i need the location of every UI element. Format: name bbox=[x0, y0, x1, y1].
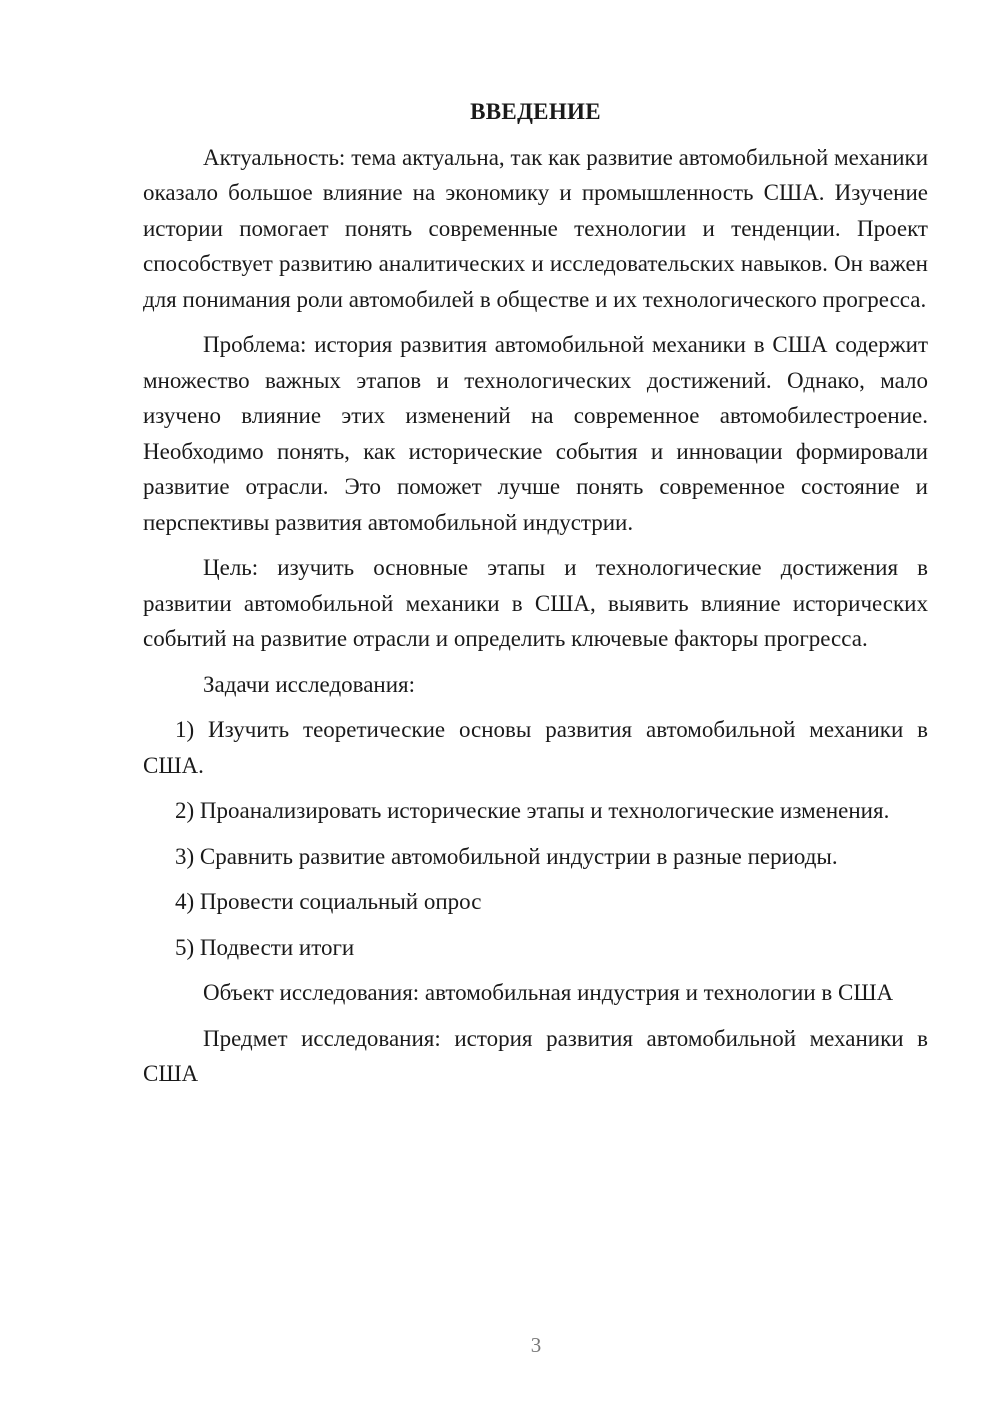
subject-paragraph: Предмет исследования: история развития автомобильной механики в США bbox=[143, 1025, 928, 1086]
task-item-1: 1) Изучить теоретические основы развития автомобильной механики в США. bbox=[143, 717, 928, 778]
task-item-4: 4) Провести социальный опрос bbox=[175, 889, 482, 914]
task-item-3: 3) Сравнить развитие автомобильной индустрии в разные периоды. bbox=[175, 843, 838, 869]
task-item-2: 2) Проанализировать исторические этапы и технологические изменения. bbox=[175, 798, 890, 823]
document-page bbox=[143, 94, 928, 1102]
goal-paragraph: Цель: изучить основные этапы и технологические достижения в развитии автомобильной механики в США, выявить влияние исторических событий на развитие отрасли и определить ключевые факторы прогресса. bbox=[143, 555, 928, 651]
tasks-heading: Задачи исследования: bbox=[203, 671, 416, 697]
relevance-paragraph: Актуальность: тема актуальна, так как развитие автомобильной механики оказало большое влияние на экономику и промышленность США. Изучение истории помогает понять современные технологии и тенденции. Проект способствует развитию аналитических и исследовательских навыков. Он важен для понимания роли автомобилей в обществе и их технологического прогресса. bbox=[143, 144, 928, 312]
problem-paragraph: Проблема: история развития автомобильной механики в США содержит множество важных этапов и технологических достижений. Однако, мало изучено влияние этих изменений на современное автомобилестроение. Необходимо понять, как исторические события и инновации формировали развитие отрасли. Это поможет лучше понять современное состояние и перспективы развития автомобильной индустрии. bbox=[143, 332, 928, 535]
document-title: ВВЕДЕНИЕ bbox=[470, 99, 601, 124]
page-number: 3 bbox=[530, 1333, 542, 1357]
task-item-5: 5) Подвести итоги bbox=[175, 934, 355, 960]
object-paragraph: Объект исследования: автомобильная индустрия и технологии в США bbox=[203, 980, 894, 1005]
